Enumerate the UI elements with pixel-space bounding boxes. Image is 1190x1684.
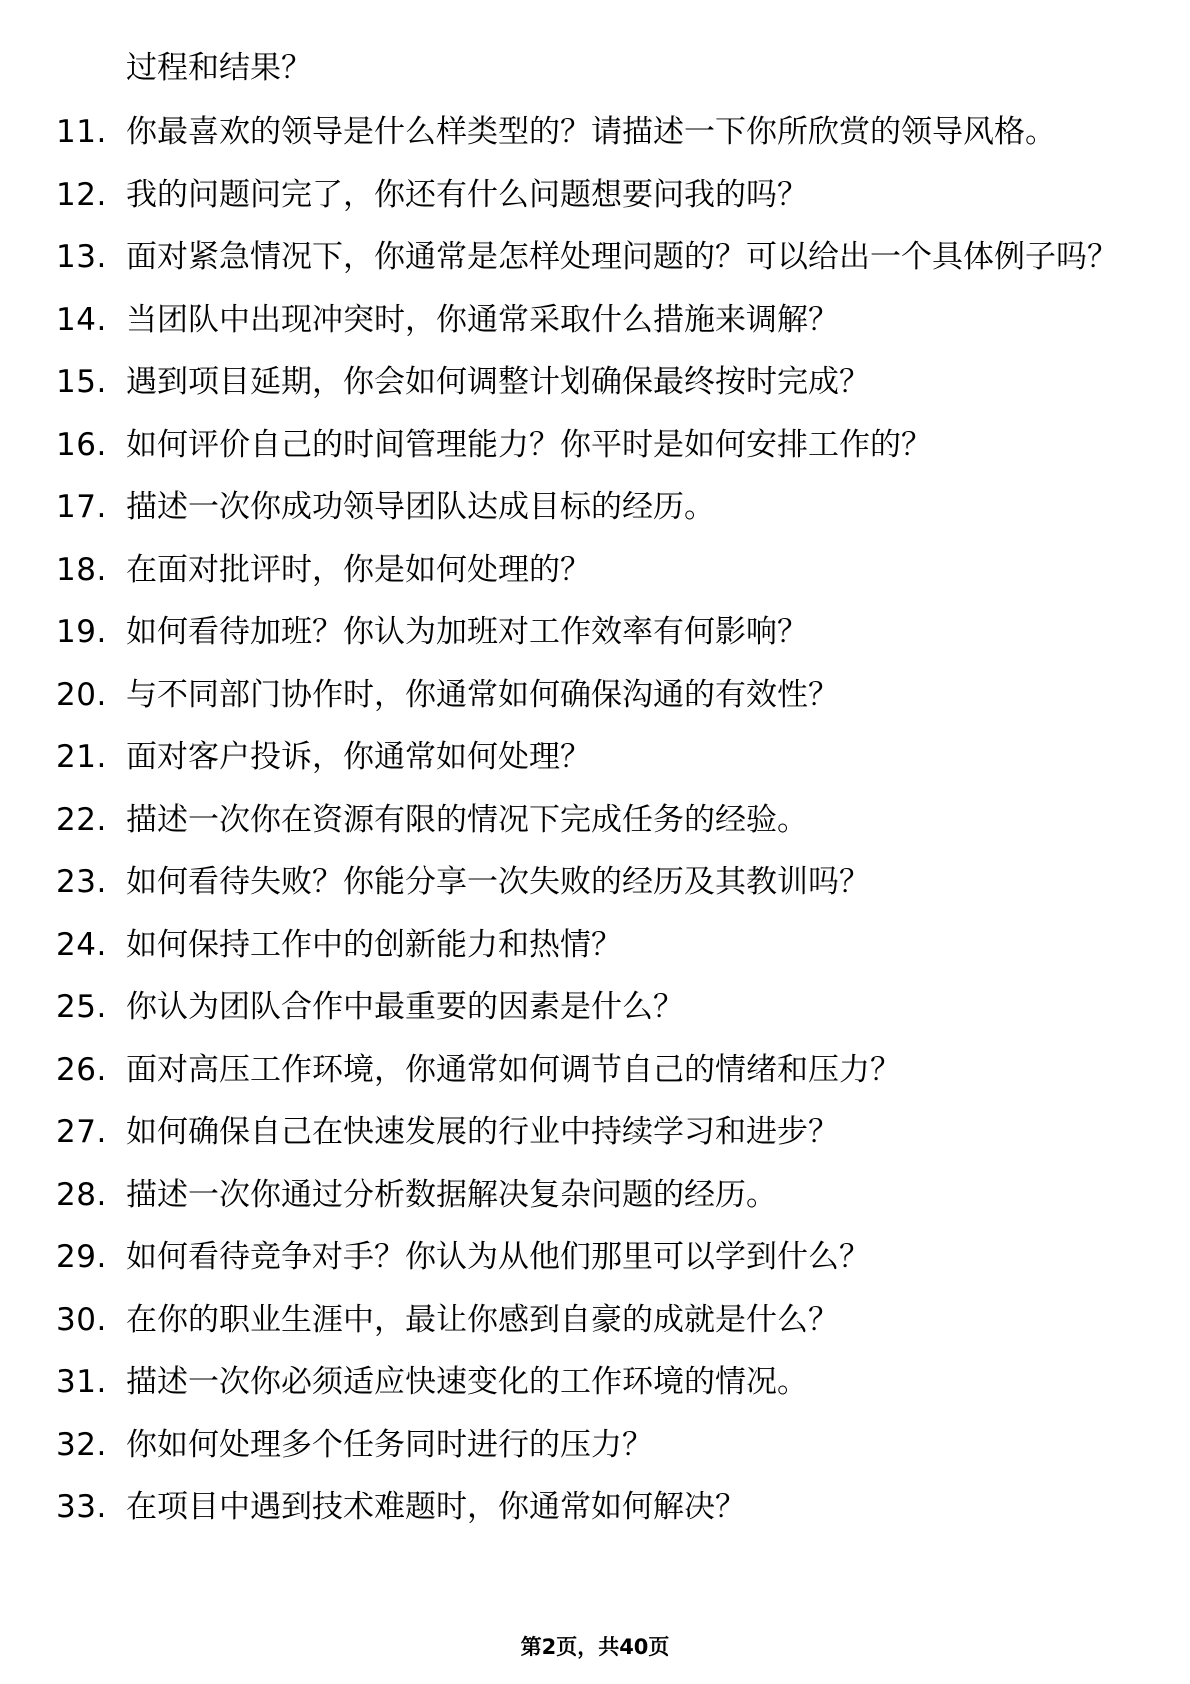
question-text: 你认为团队合作中最重要的因素是什么？ [126, 989, 684, 1025]
question-text: 如何看待失败？你能分享一次失败的经历及其教训吗？ [126, 864, 870, 900]
question-number: 13. [56, 239, 107, 275]
question-number: 30. [56, 1301, 107, 1338]
question-number: 26. [56, 1051, 107, 1088]
question-text: 在面对批评时，你是如何处理的？ [126, 551, 591, 588]
question-text: 描述一次你必须适应快速变化的工作环境的情况。 [126, 1364, 808, 1400]
question-text: 与不同部门协作时，你通常如何确保沟通的有效性？ [126, 676, 839, 713]
question-text: 描述一次你通过分析数据解决复杂问题的经历。 [126, 1176, 777, 1213]
question-text: 如何评价自己的时间管理能力？你平时是如何安排工作的？ [126, 426, 932, 463]
question-number: 17. [56, 489, 107, 525]
question-text: 如何看待竞争对手？你认为从他们那里可以学到什么？ [126, 1239, 870, 1275]
question-text: 遇到项目延期，你会如何调整计划确保最终按时完成？ [126, 364, 870, 400]
question-text: 当团队中出现冲突时，你通常采取什么措施来调解？ [126, 301, 839, 338]
question-number: 23. [56, 864, 107, 900]
question-number: 16. [56, 426, 107, 463]
question-item [56, 736, 1136, 778]
question-item [56, 111, 1136, 153]
question-item [56, 1111, 1136, 1153]
question-text: 如何看待加班？你认为加班对工作效率有何影响？ [126, 614, 808, 650]
question-item [56, 861, 1136, 903]
question-number: 25. [56, 989, 107, 1025]
question-item [56, 1049, 1136, 1091]
question-text: 面对紧急情况下，你通常是怎样处理问题的？可以给出一个具体例子吗？ [126, 239, 1118, 275]
question-item [56, 1299, 1136, 1341]
question-item [56, 1236, 1136, 1278]
question-item [56, 236, 1136, 278]
question-number: 32. [56, 1426, 107, 1463]
question-number: 11. [56, 114, 107, 150]
question-text: 描述一次你成功领导团队达成目标的经历。 [126, 489, 715, 525]
question-number: 31. [56, 1364, 107, 1400]
question-text: 如何确保自己在快速发展的行业中持续学习和进步？ [126, 1114, 839, 1150]
question-number: 22. [56, 801, 107, 838]
question-item [56, 1486, 1136, 1528]
question-text: 面对高压工作环境，你通常如何调节自己的情绪和压力？ [126, 1051, 901, 1088]
question-item [56, 1174, 1136, 1216]
question-item [56, 799, 1136, 841]
question-number: 19. [56, 614, 107, 650]
question-text: 面对客户投诉，你通常如何处理？ [126, 739, 591, 775]
question-text: 你如何处理多个任务同时进行的压力？ [126, 1426, 653, 1463]
question-text: 你最喜欢的领导是什么样类型的？请描述一下你所欣赏的领导风格。 [126, 114, 1056, 150]
question-number: 29. [56, 1239, 107, 1275]
question-item [56, 674, 1136, 716]
question-text: 我的问题问完了，你还有什么问题想要问我的吗？ [126, 176, 808, 213]
question-list [56, 111, 1136, 1549]
question-number: 12. [56, 176, 107, 213]
question-item [56, 299, 1136, 341]
question-item [56, 424, 1136, 466]
question-number: 18. [56, 551, 107, 588]
continuation-text: 过程和结果？ [126, 50, 312, 86]
page-footer: 第2页，共40页 [520, 1635, 670, 1659]
question-item [56, 174, 1136, 216]
question-number: 21. [56, 739, 107, 775]
question-text: 在你的职业生涯中，最让你感到自豪的成就是什么？ [126, 1301, 839, 1338]
question-text: 如何保持工作中的创新能力和热情？ [126, 926, 622, 963]
question-item [56, 486, 1136, 528]
question-number: 27. [56, 1114, 107, 1150]
question-item [56, 986, 1136, 1028]
question-item [56, 611, 1136, 653]
question-item [56, 361, 1136, 403]
question-number: 15. [56, 364, 107, 400]
question-number: 24. [56, 926, 107, 963]
question-text: 在项目中遇到技术难题时，你通常如何解决？ [126, 1489, 746, 1525]
question-number: 20. [56, 676, 107, 713]
question-number: 33. [56, 1489, 107, 1525]
question-number: 28. [56, 1176, 107, 1213]
question-item [56, 549, 1136, 591]
question-item [56, 1424, 1136, 1466]
question-number: 14. [56, 301, 107, 338]
question-text: 描述一次你在资源有限的情况下完成任务的经验。 [126, 801, 808, 838]
question-item [56, 1361, 1136, 1403]
question-item [56, 924, 1136, 966]
